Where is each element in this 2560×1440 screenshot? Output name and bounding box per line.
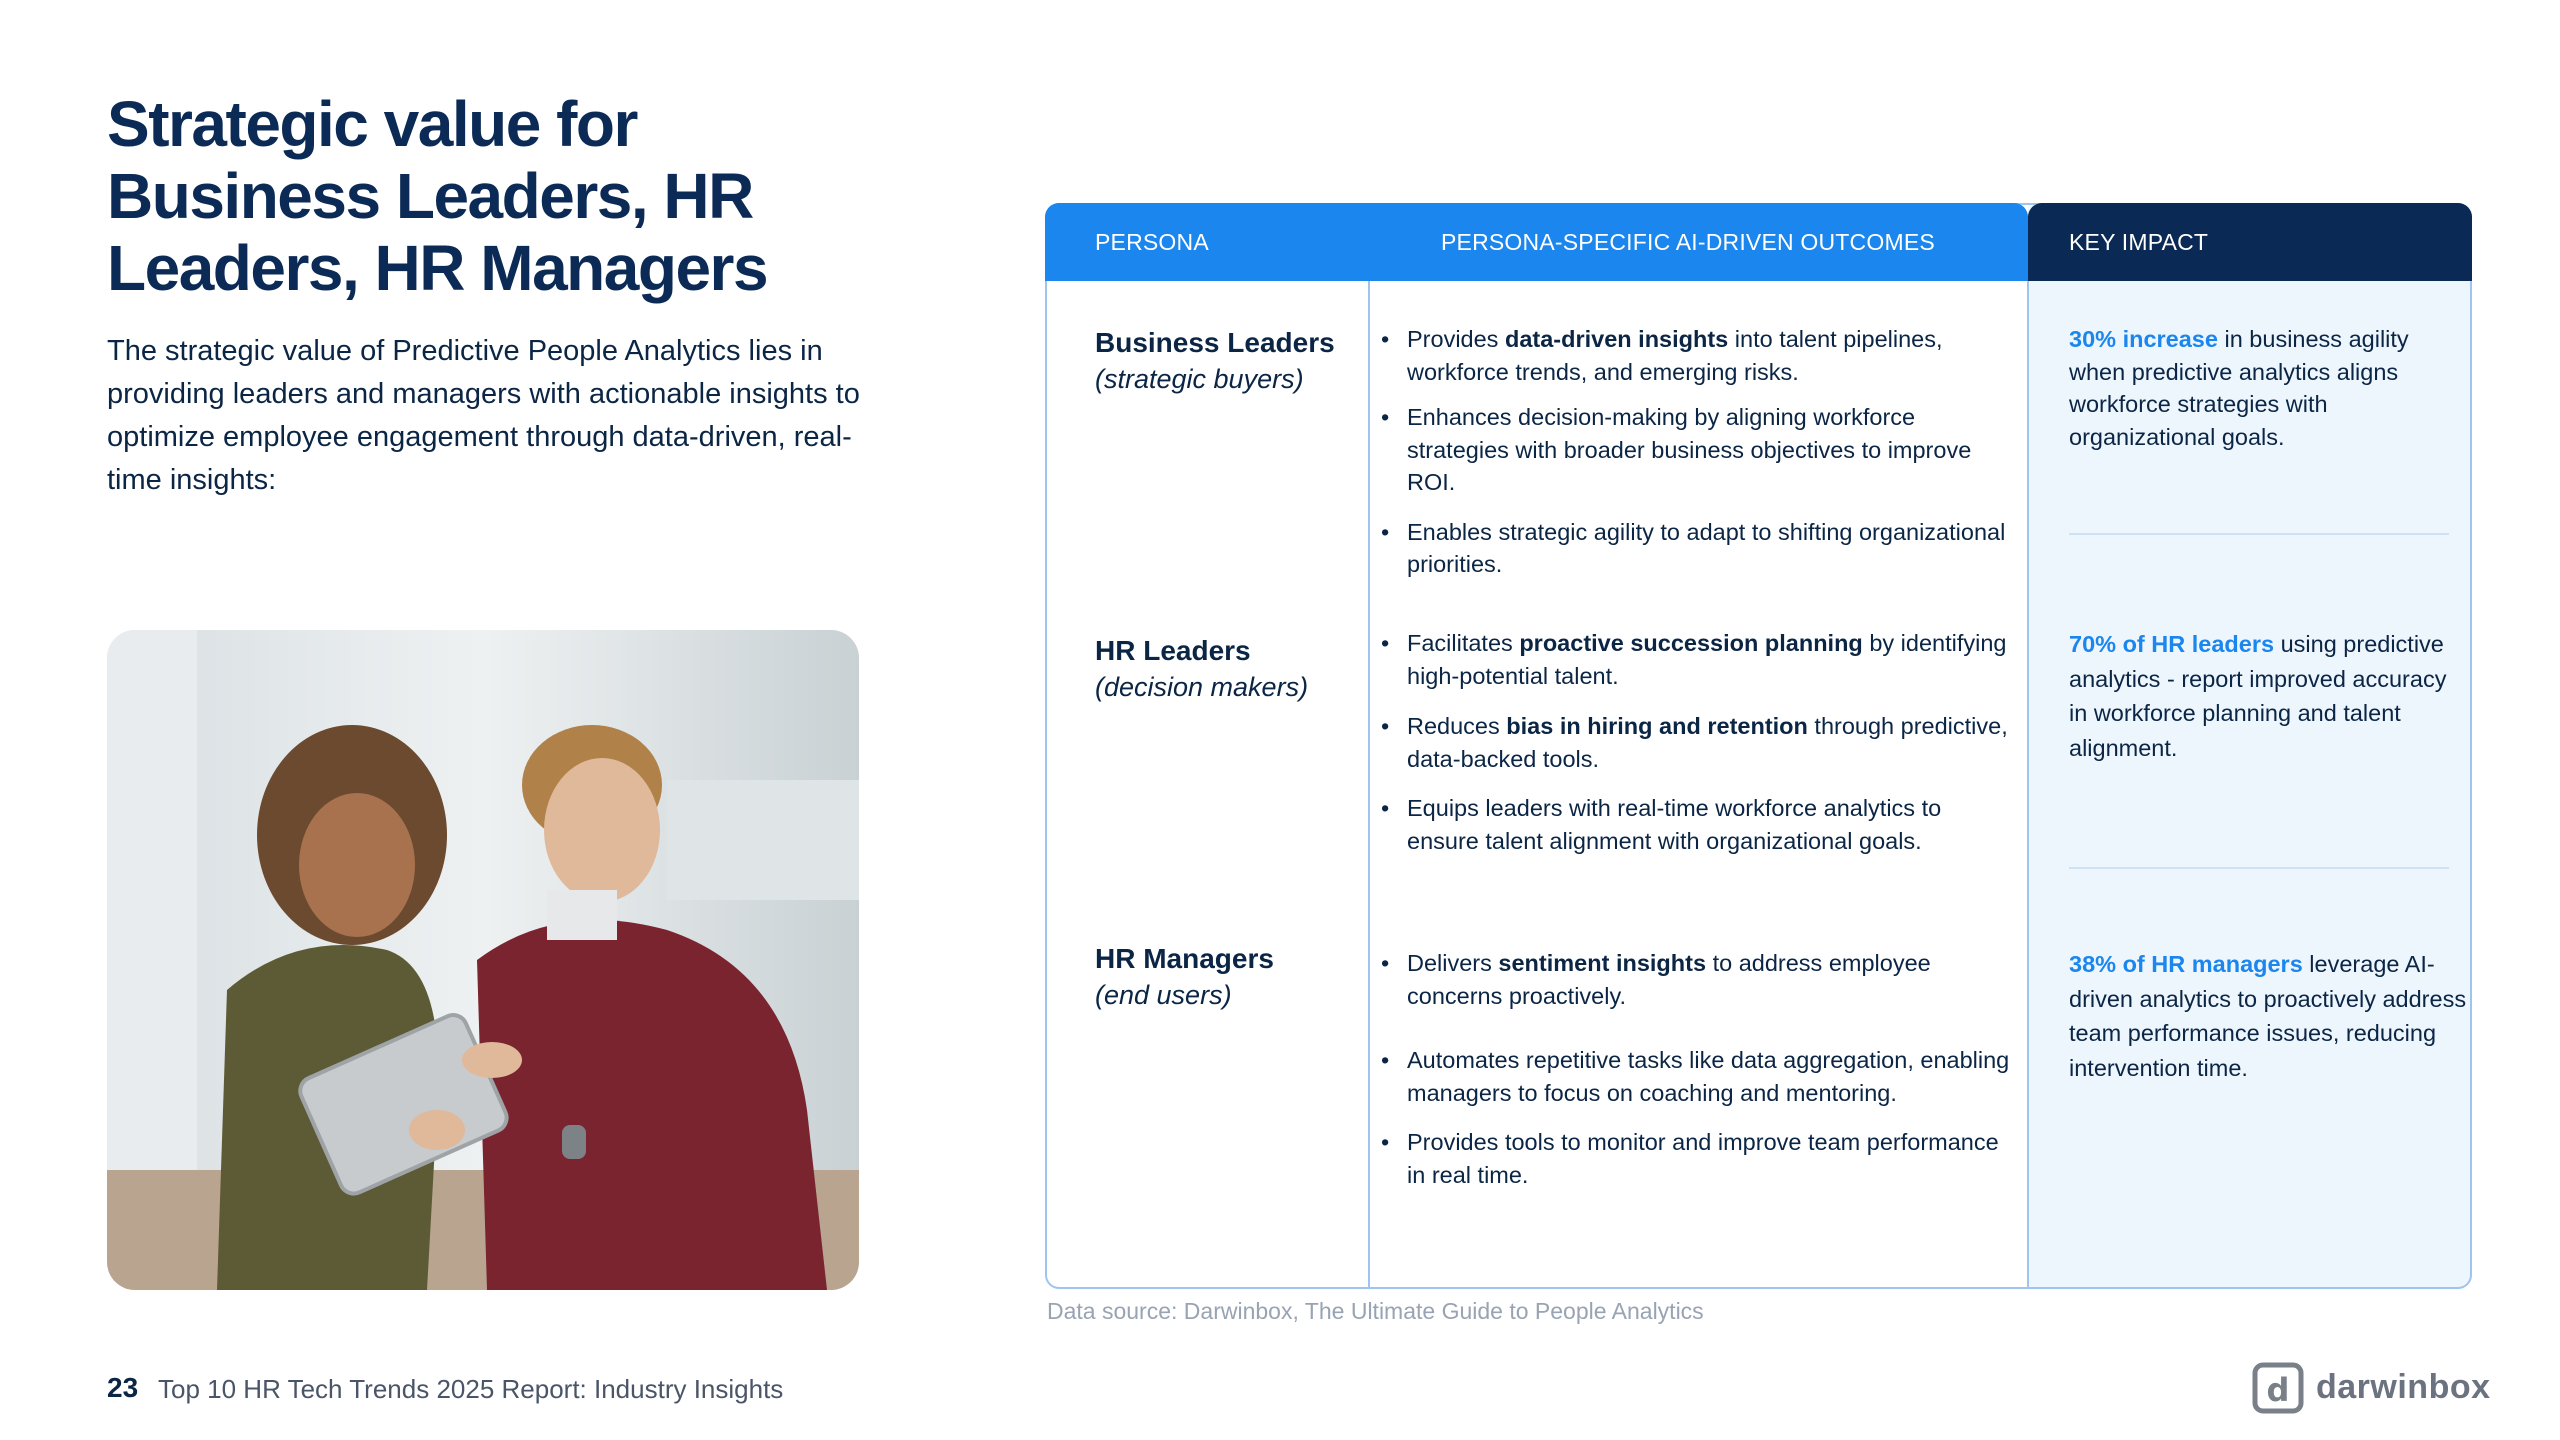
header-persona: PERSONA [1095,229,1209,255]
outcome-list [1381,323,2011,581]
list-item: • Enhances decision-making by aligning workforce strategies with broader business objectives to improve ROI. [1381,401,2011,499]
header-key-impact: KEY IMPACT [2069,229,2209,255]
header-outcomes: PERSONA-SPECIFIC AI-DRIVEN OUTCOMES [1441,229,1935,255]
list-item: • Provides tools to monitor and improve team performance in real time. [1381,1126,2011,1191]
persona-role: (end users) [1095,980,1232,1010]
data-source-note: Data source: Darwinbox, The Ultimate Guide to People Analytics [1047,1298,1704,1324]
logo-wordmark: darwinbox [2316,1368,2491,1406]
persona-table [1045,203,2472,1289]
persona-name: Business Leaders [1095,327,1335,358]
list-item: • Provides data-driven insights into talent pipelines, workforce trends, and emerging risks. [1381,323,2011,388]
persona-role: (strategic buyers) [1095,364,1304,394]
page-number: 23 [107,1372,139,1403]
hero-photo [107,630,859,1290]
page-title: Strategic value for Business Leaders, HR Leaders, HR Managers [107,88,768,304]
list-item: • Equips leaders with real-time workforce analytics to ensure talent alignment with organizational goals. [1381,792,2011,857]
persona-role: (decision makers) [1095,672,1309,702]
list-item: • Facilitates proactive succession planning by identifying high-potential talent. [1381,627,2011,692]
logo-mark-letter: d [2266,1371,2290,1409]
logo-mark-icon [2252,1362,2304,1414]
impact-text: 70% of HR leaders using predictive analytics - report improved accuracy in workforce planning and talent alignment. [2069,631,2447,761]
outcome-list [1381,947,2011,1191]
persona-name: HR Managers [1095,943,1274,974]
outcome-list [1381,627,2011,857]
list-item: • Automates repetitive tasks like data aggregation, enabling managers to focus on coaching and mentoring. [1381,1044,2011,1109]
column-divider [1368,281,1370,1289]
impact-text: 30% increase in business agility when predictive analytics aligns workforce strategies with organizational goals. [2069,326,2409,450]
row-divider [2069,533,2449,535]
persona-name: HR Leaders [1095,635,1251,666]
impact-text: 38% of HR managers leverage AI-driven analytics to proactively address team performance issues, reducing intervention time. [2069,951,2467,1081]
darwinbox-logo [2252,1360,2491,1416]
list-item: • Enables strategic agility to adapt to shifting organizational priorities. [1381,516,2011,581]
column-divider [2027,281,2029,1289]
list-item: • Reduces bias in hiring and retention through predictive, data-backed tools. [1381,710,2011,775]
intro-paragraph: The strategic value of Predictive People Analytics lies in providing leaders and managers with actionable insights to optimize employee engagement through data-driven, real-time insights: [107,335,860,496]
footer-report-title: Top 10 HR Tech Trends 2025 Report: Industry Insights [158,1374,784,1404]
row-divider [2069,867,2449,869]
list-item: • Delivers sentiment insights to address employee concerns proactively. [1381,947,2011,1012]
